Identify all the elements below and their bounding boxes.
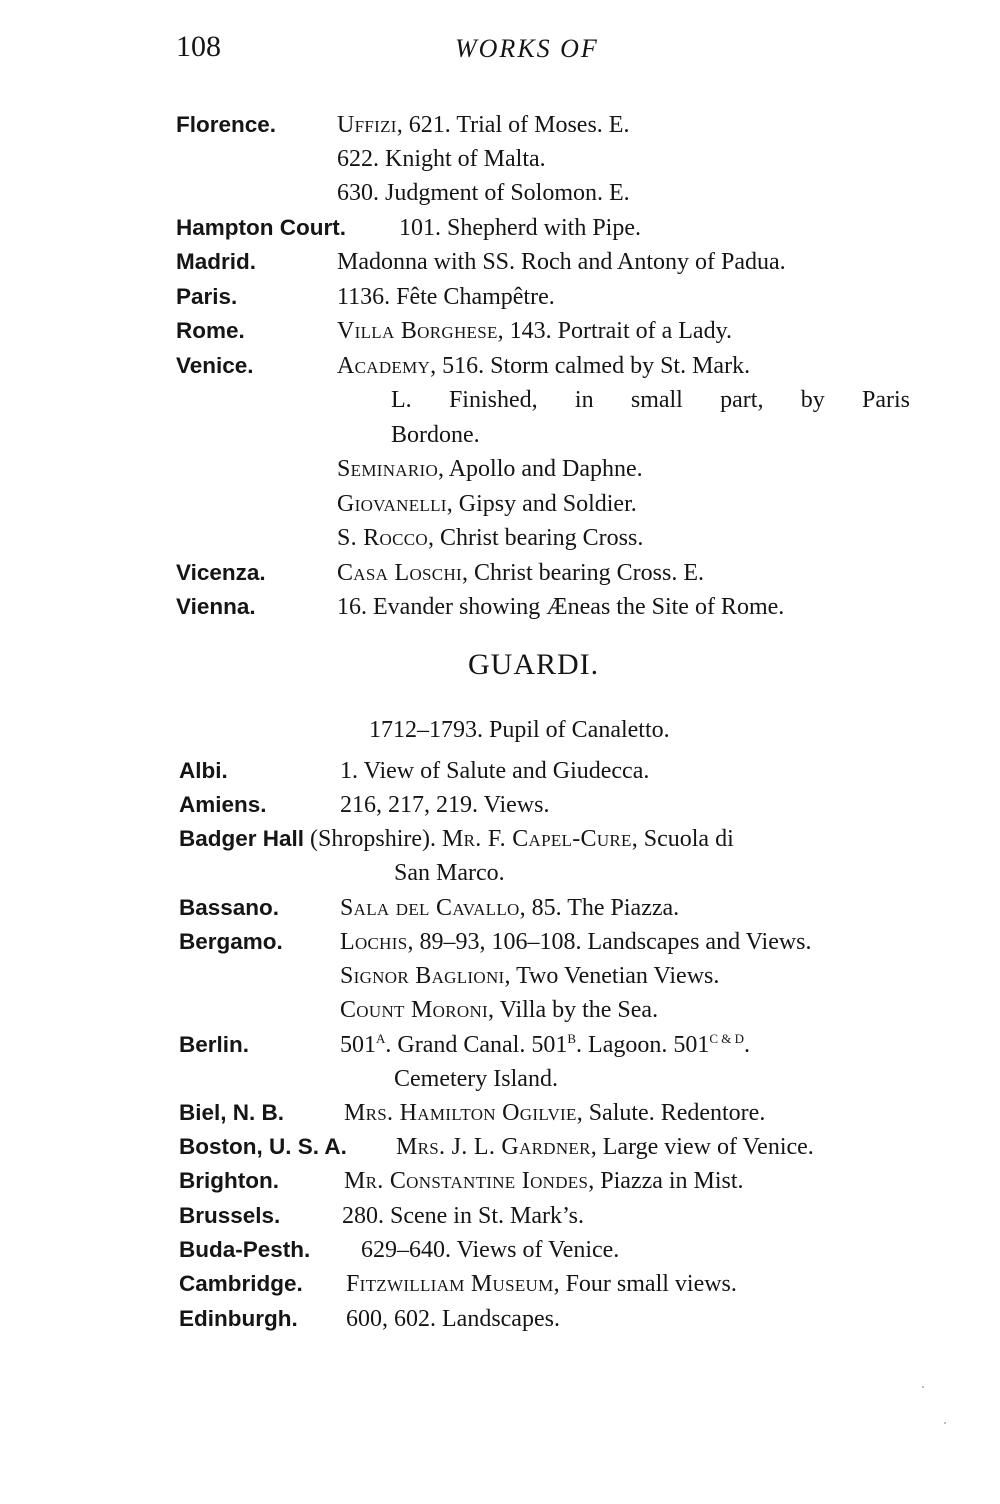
entry-vicenza bbox=[337, 556, 704, 590]
entry-bergamo-2 bbox=[340, 959, 719, 993]
scan-speck bbox=[944, 1422, 946, 1424]
collection-name: S. Rocco bbox=[337, 525, 428, 551]
place-hampton-court: Hampton Court. bbox=[176, 215, 346, 240]
entry-badger-hall-2: San Marco. bbox=[394, 860, 505, 886]
entry-biel bbox=[344, 1096, 765, 1130]
place-albi: Albi. bbox=[179, 758, 228, 783]
entry-florence-1 bbox=[337, 108, 629, 142]
entry-hampton: 101. Shepherd with Pipe. bbox=[399, 215, 641, 241]
entry-florence-3: 630. Judgment of Solomon. E. bbox=[337, 180, 630, 206]
entry-text: , Christ bearing Cross. bbox=[428, 525, 644, 551]
entry-venice-3: Bordone. bbox=[391, 422, 480, 448]
entry-text: , 85. The Piazza. bbox=[519, 895, 680, 921]
place-madrid: Madrid. bbox=[176, 249, 257, 274]
place-amiens: Amiens. bbox=[179, 792, 267, 817]
superscript: B bbox=[567, 1031, 577, 1046]
entry-text: , 143. Portrait of a Lady. bbox=[497, 318, 733, 344]
page-number: 108 bbox=[176, 30, 221, 63]
scan-speck bbox=[922, 1386, 924, 1388]
superscript: C & D bbox=[709, 1031, 745, 1046]
entry-bergamo-1 bbox=[340, 925, 812, 959]
entry-text: , 516. Storm calmed by St. Mark. bbox=[430, 353, 751, 379]
entry-venice-1 bbox=[337, 349, 750, 383]
artist-dates: 1712–1793. Pupil of Canaletto. bbox=[369, 717, 670, 743]
superscript: A bbox=[376, 1031, 386, 1046]
entry-venice-2: L. Finished, in small part, by Paris bbox=[391, 387, 910, 413]
place-boston: Boston, U. S. A. bbox=[179, 1134, 347, 1159]
place-biel: Biel, N. B. bbox=[179, 1100, 285, 1125]
entry-madrid: Madonna with SS. Roch and Antony of Padua. bbox=[337, 249, 786, 275]
entry-text: , 621. Trial of Moses. E. bbox=[396, 112, 630, 138]
place-berlin: Berlin. bbox=[179, 1032, 250, 1057]
entry-bergamo-3 bbox=[340, 993, 658, 1027]
entry-amiens: 216, 217, 219. Views. bbox=[340, 792, 550, 818]
collection-name: Giovanelli bbox=[337, 491, 447, 517]
running-head: WORKS OF bbox=[455, 34, 599, 63]
place-buda-pesth: Buda-Pesth. bbox=[179, 1237, 311, 1262]
entry-venice-6 bbox=[337, 521, 643, 555]
entry-berlin-1 bbox=[340, 1028, 750, 1062]
entry-cambridge bbox=[346, 1267, 737, 1301]
place-cambridge: Cambridge. bbox=[179, 1271, 303, 1296]
entry-text: , Villa by the Sea. bbox=[488, 997, 659, 1023]
entry-rome bbox=[337, 314, 732, 348]
entry-text: , Piazza in Mist. bbox=[588, 1168, 744, 1194]
collection-name: Count Moroni bbox=[340, 997, 488, 1023]
entry-bassano bbox=[340, 891, 679, 925]
place-venice: Venice. bbox=[176, 353, 254, 378]
collection-name: Sala del Cavallo bbox=[340, 895, 520, 921]
entry-text: , Two Venetian Views. bbox=[504, 963, 720, 989]
entry-text: , Apollo and Daphne. bbox=[438, 456, 643, 482]
entry-florence-2: 622. Knight of Malta. bbox=[337, 146, 546, 172]
entry-text: , 89–93, 106–108. Landscapes and Views. bbox=[407, 929, 812, 955]
entry-paris: 1136. Fête Champêtre. bbox=[337, 284, 555, 310]
entry-text: , Salute. Redentore. bbox=[576, 1100, 766, 1126]
entry-text: (Shropshire). bbox=[304, 826, 443, 852]
collection-name: Seminario bbox=[337, 456, 439, 482]
section-heading-guardi: GUARDI. bbox=[468, 648, 600, 681]
collection-name: Signor Baglioni bbox=[340, 963, 505, 989]
entry-buda-pesth: 629–640. Views of Venice. bbox=[361, 1237, 620, 1263]
collection-name: Mrs. J. L. Gardner bbox=[396, 1134, 591, 1160]
entry-text: . bbox=[744, 1032, 751, 1058]
collection-name: Fitzwilliam Museum bbox=[346, 1271, 554, 1297]
place-badger-hall: Badger Hall bbox=[179, 826, 305, 851]
collection-name: Mrs. Hamilton Ogilvie bbox=[344, 1100, 577, 1126]
collection-name: Academy bbox=[337, 353, 431, 379]
place-vienna: Vienna. bbox=[176, 594, 256, 619]
entry-text: , Scuola di bbox=[631, 826, 734, 852]
entry-text: . Grand Canal. 501 bbox=[385, 1032, 568, 1058]
entry-venice-5 bbox=[337, 487, 637, 521]
entry-boston bbox=[396, 1130, 814, 1164]
place-bergamo: Bergamo. bbox=[179, 929, 283, 954]
collection-name: Uffizi bbox=[337, 112, 397, 138]
entry-text: , Christ bearing Cross. E. bbox=[462, 560, 704, 586]
entry-brighton bbox=[344, 1164, 744, 1198]
collection-name: Mr. Constantine Iondes bbox=[344, 1168, 589, 1194]
entry-brussels: 280. Scene in St. Mark’s. bbox=[342, 1203, 584, 1229]
collection-name: Villa Borghese bbox=[337, 318, 498, 344]
entry-text: 501 bbox=[340, 1032, 376, 1058]
collection-name: Mr. F. Capel-Cure bbox=[442, 826, 632, 852]
entry-albi: 1. View of Salute and Giudecca. bbox=[340, 758, 650, 784]
place-paris: Paris. bbox=[176, 284, 238, 309]
place-edinburgh: Edinburgh. bbox=[179, 1306, 298, 1331]
place-florence: Florence. bbox=[176, 112, 277, 137]
place-rome: Rome. bbox=[176, 318, 245, 343]
collection-name: Casa Loschi bbox=[337, 560, 462, 586]
entry-edinburgh: 600, 602. Landscapes. bbox=[346, 1306, 560, 1332]
place-brussels: Brussels. bbox=[179, 1203, 281, 1228]
entry-text: . Lagoon. 501 bbox=[576, 1032, 710, 1058]
place-vicenza: Vicenza. bbox=[176, 560, 266, 585]
entry-badger-hall-1 bbox=[179, 822, 734, 856]
entry-vienna: 16. Evander showing Æneas the Site of Rome. bbox=[337, 594, 785, 620]
place-brighton: Brighton. bbox=[179, 1168, 279, 1193]
entry-text: , Large view of Venice. bbox=[590, 1134, 814, 1160]
entry-berlin-2: Cemetery Island. bbox=[394, 1066, 558, 1092]
collection-name: Lochis bbox=[340, 929, 408, 955]
entry-text: , Four small views. bbox=[553, 1271, 737, 1297]
place-bassano: Bassano. bbox=[179, 895, 280, 920]
entry-text: , Gipsy and Soldier. bbox=[446, 491, 637, 517]
entry-venice-4 bbox=[337, 452, 643, 486]
